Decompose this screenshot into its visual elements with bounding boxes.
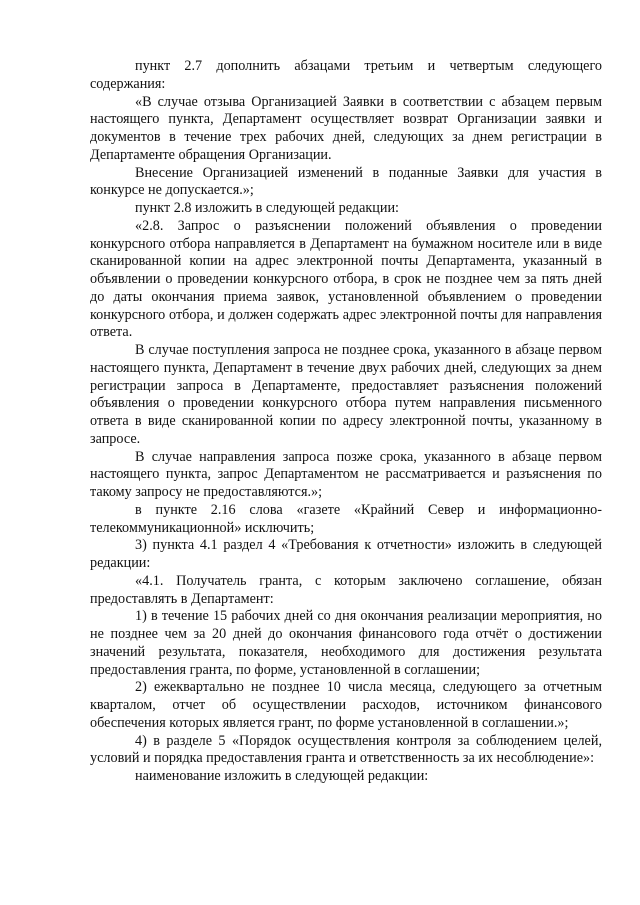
paragraph-item-2-8: пункт 2.8 изложить в следующей редакции:: [135, 200, 399, 216]
paragraph-quote-withdrawal: «В случае отзыва Организацией Заявки в соответствии с абзацем первым настоящего пункта, Департамент осуществляет возврат Организации заявки и документов в течение трех рабочих дней, следующих за днем регистрации в Департаменте обращения Организации.: [90, 93, 602, 163]
paragraph-item-3: 3) пункта 4.1 раздел 4 «Требования к отчетности» изложить в следующей редакции:: [90, 537, 602, 571]
paragraph-name-edit: наименование изложить в следующей редакции:: [135, 768, 429, 784]
paragraph-quote-4-1: «4.1. Получатель гранта, с которым заключено соглашение, обязан предоставлять в Департамент:: [90, 572, 602, 607]
paragraph-quote-2-8: «2.8. Запрос о разъяснении положений объявления о проведении конкурсного отбора направляется в Департамент на бумажном носителе или в виде сканированной копии на адрес электронной почты Департамента, указанный в объявлении о проведении конкурсного отбора, в срок не позднее чем за пять дней до даты окончания приема заявок, установленной объявлением о проведении конкурсного отбора, и должен содержать адрес электронной почты для направления ответа.: [90, 217, 602, 341]
paragraph-request-late: В случае направления запроса позже срока, указанного в абзаце первом настоящего пункта, запрос Департаментом не рассматривается и разъяснения по такому запросу не предоставляются.»;: [90, 448, 602, 500]
paragraph-item-2-16: в пункте 2.16 слова «газете «Крайний Север и информационно-телекоммуникационной» исключить;: [90, 501, 602, 536]
paragraph-request-on-time: В случае поступления запроса не позднее срока, указанного в абзаце первом настоящего пункта, Департамент в течение двух рабочих дней, следующих за днем регистрации запроса в Департаменте, предоставляет разъяснения положений объявления о проведении конкурсного отбора путем направления письменного ответа в виде сканированной копии по адресу электронной почты, указанному в запросе.: [90, 342, 602, 447]
paragraph-item-2-7: пункт 2.7 дополнить абзацами третьим и четвертым следующего содержания:: [90, 58, 602, 92]
paragraph-item-4: 4) в разделе 5 «Порядок осуществления контроля за соблюдением целей, условий и порядка предоставления гранта и ответственность за их несоблюдение»:: [90, 732, 602, 767]
paragraph-changes-not-allowed: Внесение Организацией изменений в поданные Заявки для участия в конкурсе не допускается.»;: [90, 164, 602, 199]
paragraph-subitem-2: 2) ежеквартально не позднее 10 числа месяца, следующего за отчетным кварталом, отчет об осуществлении расходов, источником финансового обеспечения которых является грант, по форме установленной в соглашении.»;: [90, 679, 602, 731]
document-page: [90, 58, 602, 786]
paragraph-subitem-1: 1) в течение 15 рабочих дней со дня окончания реализации мероприятия, но не позднее чем за 20 дней до окончания финансового года отчёт о достижении значений результата, показателя, необходимого для достижения результата предоставления гранта, по форме, установленной в соглашении;: [90, 608, 602, 678]
